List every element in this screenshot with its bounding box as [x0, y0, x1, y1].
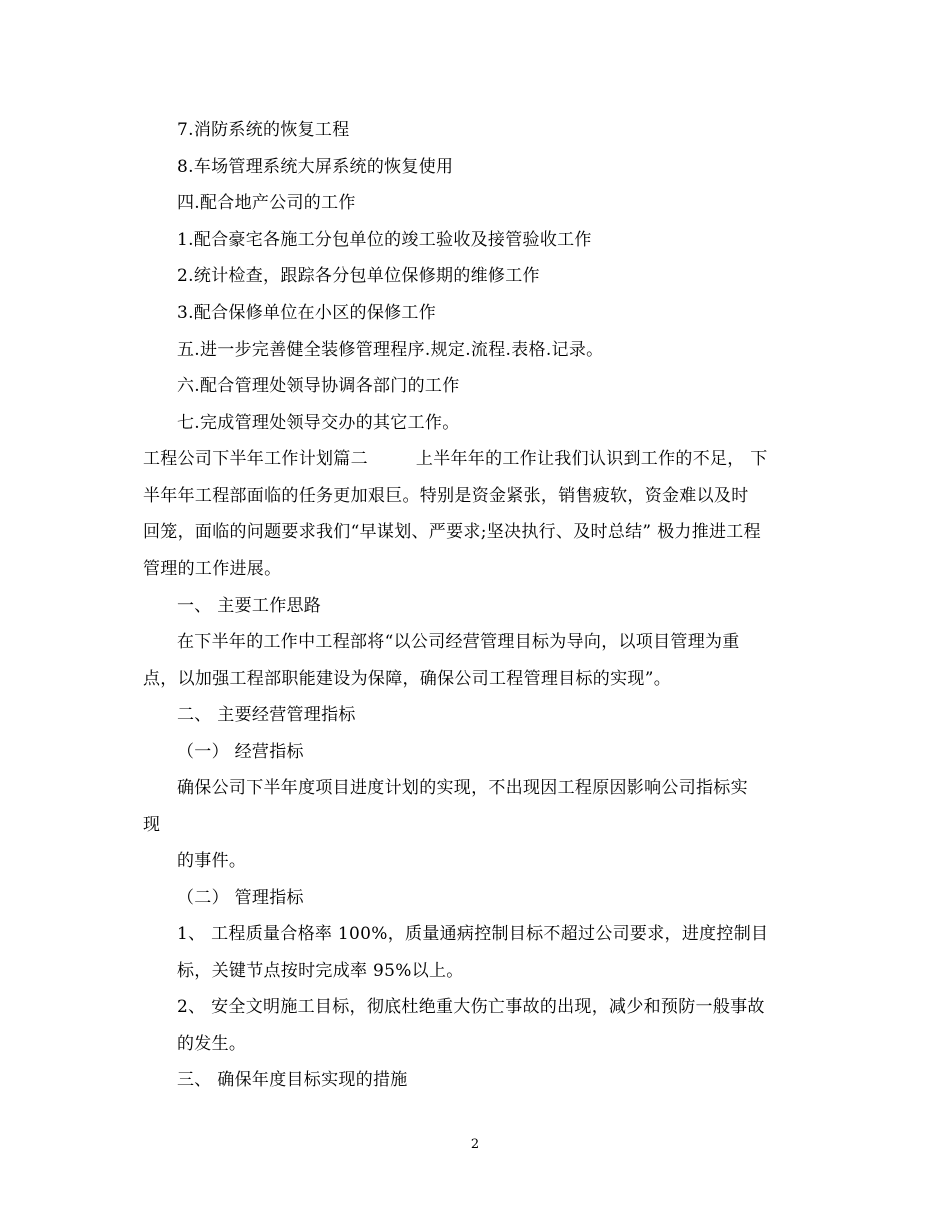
- paragraph-line: 确保公司下半年度项目进度计划的实现，不出现因工程原因影响公司指标实: [177, 778, 748, 798]
- paragraph-line: 半年年工程部面临的任务更加艰巨。特别是资金紧张，销售疲软，资金难以及时: [143, 486, 749, 506]
- sub-heading-business: （一） 经营指标: [177, 742, 304, 762]
- list-item: 1.配合豪宅各施工分包单位的竣工验收及接管验收工作: [177, 230, 592, 250]
- list-item-continuation: 的发生。: [177, 1034, 247, 1054]
- section-heading: 五.进一步完善健全装修管理程序.规定.流程.表格.记录。: [177, 340, 604, 360]
- heading-main-ideas: 一、 主要工作思路: [177, 596, 322, 616]
- section-first-line: 上半年年的工作让我们认识到工作的不足， 下: [415, 449, 768, 469]
- heading-indicators: 二、 主要经营管理指标: [177, 705, 356, 725]
- paragraph-line: 的事件。: [177, 851, 247, 871]
- heading-measures: 三、 确保年度目标实现的措施: [177, 1070, 408, 1090]
- section-title: 工程公司下半年工作计划篇二: [143, 449, 368, 469]
- list-item: 1、 工程质量合格率 100%，质量通病控制目标不超过公司要求，进度控制目: [177, 924, 769, 944]
- list-item: 2.统计检查，跟踪各分包单位保修期的维修工作: [177, 266, 540, 286]
- page-number: 2: [470, 1137, 480, 1152]
- list-item: 7.消防系统的恢复工程: [177, 120, 350, 140]
- paragraph-line: 管理的工作进展。: [143, 559, 282, 579]
- list-item: 2、 安全文明施工目标，彻底杜绝重大伤亡事故的出现，减少和预防一般事故: [177, 997, 765, 1017]
- paragraph-line: 点，以加强工程部职能建设为保障，确保公司工程管理目标的实现”。: [143, 669, 671, 689]
- section-heading: 六.配合管理处领导协调各部门的工作: [177, 376, 460, 396]
- list-item: 3.配合保修单位在小区的保修工作: [177, 303, 437, 323]
- section-heading: 四.配合地产公司的工作: [177, 193, 356, 213]
- list-item-continuation: 标，关键节点按时完成率 95%以上。: [177, 961, 464, 981]
- sub-heading-management: （二） 管理指标: [177, 888, 304, 908]
- paragraph-line: 在下半年的工作中工程部将“以公司经营管理目标为导向，以项目管理为重: [177, 632, 740, 652]
- list-item: 8.车场管理系统大屏系统的恢复使用: [177, 157, 454, 177]
- paragraph-line: 回笼，面临的问题要求我们“早谋划、严要求;坚决执行、及时总结” 极力推进工程: [143, 522, 761, 542]
- section-heading: 七.完成管理处领导交办的其它工作。: [177, 413, 460, 433]
- paragraph-line: 现: [143, 815, 161, 835]
- section-title-line: [143, 449, 768, 469]
